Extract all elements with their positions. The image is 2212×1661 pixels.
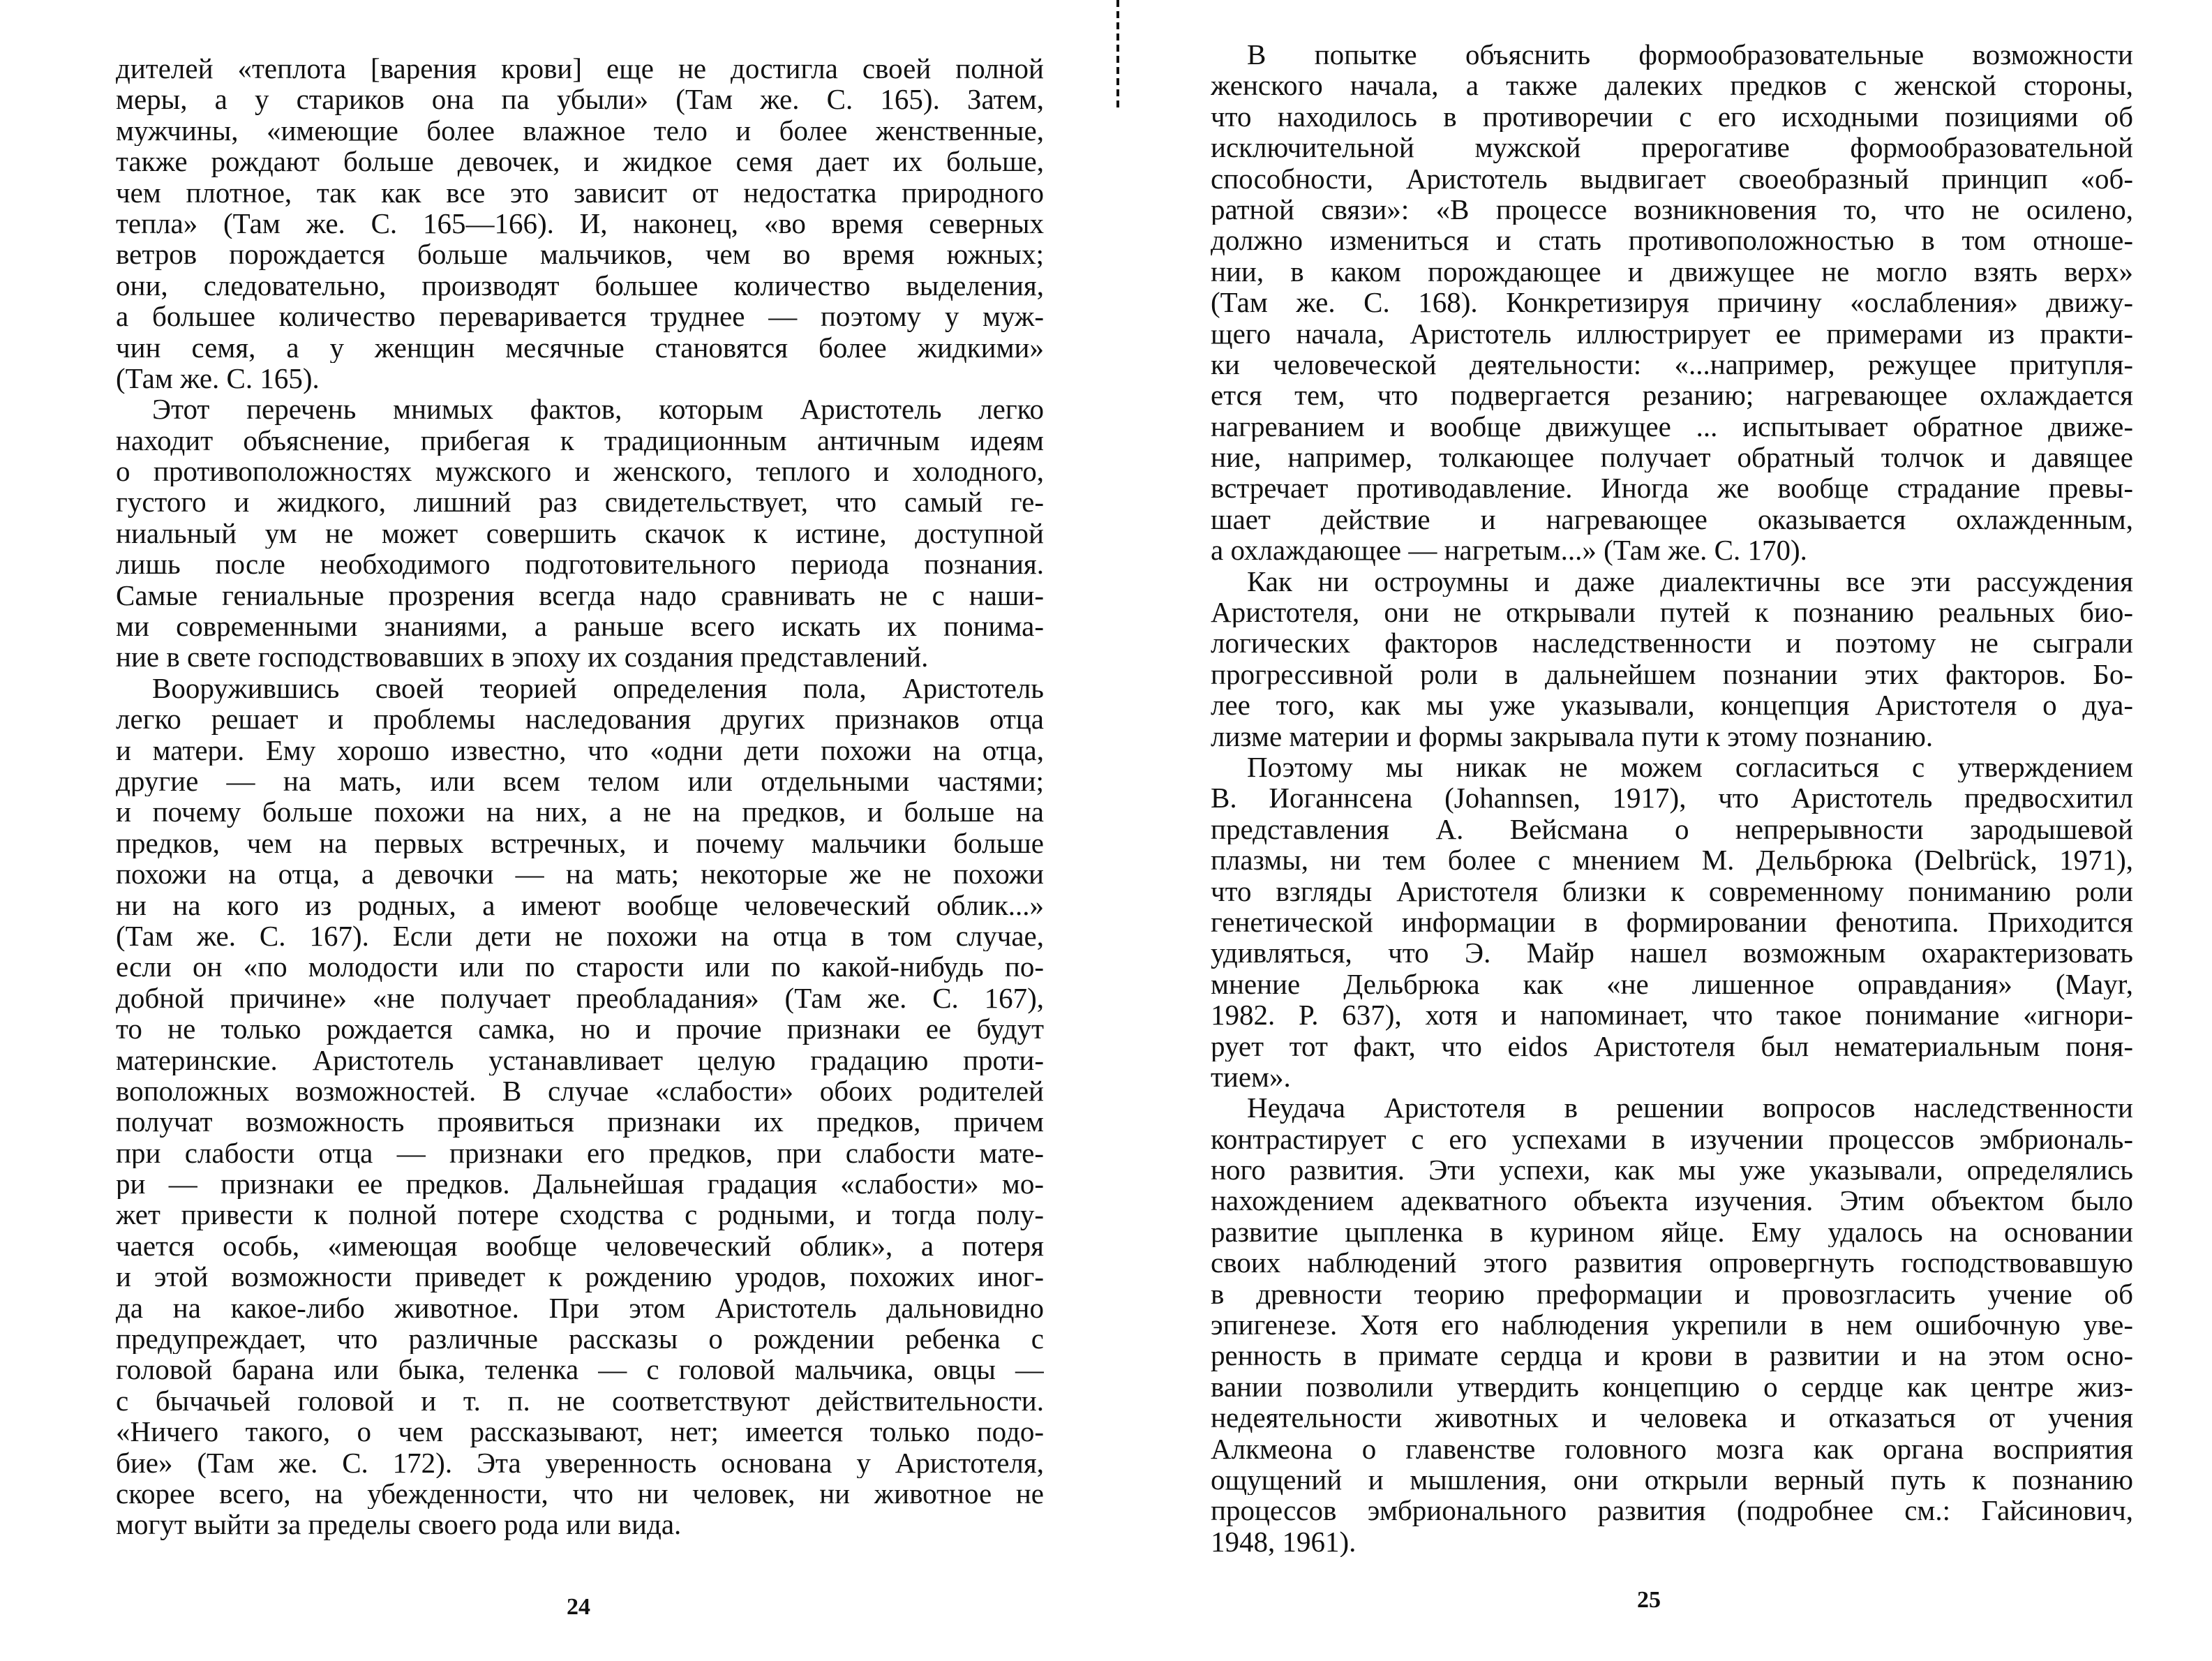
text-line: лизме материи и формы закрывала пути к этому познанию. <box>1211 720 1934 752</box>
text-line: развитие цыпленка в курином яйце. Ему удалось на основании <box>1211 1216 2133 1248</box>
text-line: ри — признаки ее предков. Дальнейшая градация «слабости» мо- <box>116 1168 1044 1200</box>
text-line: представления А. Вейсмана о непрерывности зародышевой <box>1211 813 2133 845</box>
text-line: женского начала, а также далеких предков с женской стороны, <box>1211 70 2133 101</box>
paragraph <box>116 673 1044 1540</box>
text-line: Поэтому мы никак не можем согласиться с утверждением <box>1247 751 2133 783</box>
text-line: удивляться, что Э. Майр нашел возможным охарактеризовать <box>1211 937 2133 969</box>
text-line: рует тот факт, что eidos Аристотеля был нематериальным поня- <box>1211 1030 2133 1062</box>
text-line: чается особь, «имеющая вообще человеческий облик», а потеря <box>116 1230 1044 1262</box>
text-line: дителей «теплота [варения крови] еще не достигла своей полной <box>116 53 1044 84</box>
text-line: предков, чем на первых встречных, и почему мальчики больше <box>116 827 1044 859</box>
text-line: прогрессивной роли в дальнейшем познании этих факторов. Бо- <box>1211 658 2133 690</box>
text-line: тием». <box>1211 1061 1291 1093</box>
text-line: контрастирует с его успехами в изучении процессов эмбриональ- <box>1211 1123 2133 1155</box>
text-line: встречает противодавление. Иногда же вообще страдание превы- <box>1211 472 2133 504</box>
text-line: получат возможность проявиться признаки их предков, причем <box>116 1106 1044 1138</box>
text-line: с бычачьей головой и т. п. не соответствуют действительности. <box>116 1385 1044 1417</box>
text-line: Вооружившись своей теорией определения пола, Аристотель <box>152 672 1044 704</box>
text-line: плазмы, ни тем более с мнением М. Дельбрюка (Delbrück, 1971), <box>1211 844 2133 876</box>
text-line: то не только рождается самка, но и прочие признаки ее будут <box>116 1013 1044 1045</box>
text-line: также рождают больше девочек, и жидкое семя дает их больше, <box>116 146 1044 177</box>
paragraph <box>116 53 1044 394</box>
text-line: ного развития. Эти успехи, как мы уже указывали, определялись <box>1211 1154 2133 1186</box>
text-line: похожи на отца, а девочки — на мать; некоторые же не похожи <box>116 858 1044 890</box>
text-line: щего начала, Аристотель иллюстрирует ее примерами из практи- <box>1211 318 2133 349</box>
text-line: в древности теорию преформации и провозгласить учение об <box>1211 1278 2133 1310</box>
text-line: логических факторов наследственности и поэтому не сыграли <box>1211 627 2133 659</box>
text-line: чем плотное, так как все это зависит от недостатка природного <box>116 177 1044 208</box>
text-line: а охлаждающее — нагретым...» (Там же. С. 170). <box>1211 535 1807 566</box>
right-page-text <box>1211 39 2133 1557</box>
paragraph <box>1211 1092 2133 1557</box>
text-line: лишь после необходимого подготовительного периода познания. <box>116 549 1044 580</box>
text-line: чин семя, а у женщин месячные становятся более жидкими» <box>116 332 1044 363</box>
text-line: Самые гениальные прозрения всегда надо сравнивать не с наши- <box>116 579 1044 611</box>
text-line: материнские. Аристотель устанавливает целую градацию проти- <box>116 1044 1044 1075</box>
text-line: Этот перечень мнимых фактов, которым Аристотель легко <box>152 394 1044 425</box>
text-line: и этой возможности приведет к рождению уродов, похожих иног- <box>116 1261 1044 1293</box>
text-line: своих наблюдений этого развития опровергнуть господствовавшую <box>1211 1247 2133 1279</box>
text-line: другие — на мать, или всем телом или отдельными частями; <box>116 765 1044 797</box>
text-line: предупреждает, что различные рассказы о рождении ребенка с <box>116 1323 1044 1355</box>
text-line: нахождением адекватного объекта изучения. Этим объектом было <box>1211 1185 2133 1216</box>
text-line: способности, Аристотель выдвигает своеобразный принцип «об- <box>1211 163 2133 194</box>
text-line: (Там же. С. 165). <box>116 362 320 394</box>
right-page-number: 25 <box>1637 1587 1661 1613</box>
paragraph <box>1211 39 2133 566</box>
text-line: мужчины, «имеющие более влажное тело и более женственные, <box>116 114 1044 147</box>
text-line: ние, например, толкающее получает обратный толчок и давящее <box>1211 442 2133 473</box>
text-line: (Там же. С. 167). Если дети не похожи на отца в том случае, <box>116 920 1044 952</box>
text-line: вании позволили утвердить концепцию о сердце как центре жиз- <box>1211 1371 2133 1403</box>
text-line: и почему больше похожи на них, а не на предков, и больше на <box>116 796 1044 828</box>
text-line: воположных возможностей. В случае «слабости» обоих родителей <box>116 1075 1044 1107</box>
text-line: легко решает и проблемы наследования других признаков отца <box>116 703 1044 735</box>
text-line: они, следовательно, производят большее количество выделения, <box>116 269 1044 301</box>
text-line: «Ничего такого, о чем рассказывают, нет; имеется только подо- <box>116 1416 1044 1447</box>
binding-gutter-marks <box>1116 0 1144 119</box>
gutter-rule <box>1116 0 1119 112</box>
text-line: а большее количество переваривается труднее — поэтому у муж- <box>116 301 1044 332</box>
left-page-text <box>116 53 1044 1540</box>
text-line: ется тем, что подвергается резанию; нагревающее охлаждается <box>1211 380 2133 411</box>
text-line: если он «по молодости или по старости или по какой-нибудь по- <box>116 951 1044 983</box>
text-line: 1948, 1961). <box>1211 1526 1357 1558</box>
text-line: В попытке объяснить формообразовательные возможности <box>1247 39 2133 70</box>
paragraph <box>1211 752 2133 1092</box>
text-line: могут выйти за пределы своего рода или вида. <box>116 1509 682 1540</box>
text-line: ратной связи»: «В процессе возникновения то, что не осилено, <box>1211 193 2133 225</box>
text-line: да на какое-либо животное. При этом Аристотель дальновидно <box>116 1292 1044 1324</box>
text-line: о противоположностях мужского и женского, теплого и холодного, <box>116 456 1044 487</box>
text-line: при слабости отца — признаки его предков, при слабости мате- <box>116 1137 1044 1169</box>
text-line: Как ни остроумны и даже диалектичны все эти рассуждения <box>1247 565 2133 597</box>
text-line: и матери. Ему хорошо известно, что «одни дети похожи на отца, <box>116 734 1044 766</box>
text-line: жет привести к полной потере сходства с родными, и тогда полу- <box>116 1199 1044 1230</box>
text-line: ми современными знаниями, а раньше всего искать их понима- <box>116 611 1044 642</box>
text-line: исключительной мужской прерогативе формообразовательной <box>1211 132 2133 163</box>
text-line: шает действие и нагревающее оказывается охлажденным, <box>1211 503 2133 535</box>
text-line: что находилось в противоречии с его исходными позициями об <box>1211 100 2133 133</box>
text-line: В. Иоганнсена (Johannsen, 1917), что Аристотель предвосхитил <box>1211 782 2133 814</box>
text-line: что взгляды Аристотеля близки к современному пониманию роли <box>1211 875 2133 907</box>
text-line: процессов эмбрионального развития (подробнее см.: Гайсинович, <box>1211 1495 2133 1526</box>
text-line: Аристотеля, они не открывали путей к познанию реальных био- <box>1211 597 2133 628</box>
text-line: Алкмеона о главенстве головного мозга как органа восприятия <box>1211 1433 2133 1464</box>
text-line: нии, в каком порождающее и движущее не могло взять верх» <box>1211 255 2133 288</box>
left-page-number: 24 <box>567 1594 590 1620</box>
text-line: ки человеческой деятельности: «...например, режущее притупля- <box>1211 348 2133 380</box>
text-line: находит объяснение, прибегая к традиционным античным идеям <box>116 424 1044 456</box>
text-line: ощущений и мышления, они открыли верный путь к познанию <box>1211 1463 2133 1496</box>
text-line: ние в свете господствовавших в эпоху их создания представлений. <box>116 641 929 673</box>
text-line: ренность в примате сердца и крови в развитии и на этом осно- <box>1211 1340 2133 1371</box>
paragraph <box>1211 566 2133 752</box>
text-line: 1982. P. 637), хотя и напоминает, что такое понимание «игнори- <box>1211 999 2133 1031</box>
text-line: ниальный ум не может совершить скачок к истине, доступной <box>116 517 1044 549</box>
text-line: (Там же. С. 168). Конкретизируя причину «ослабления» движу- <box>1211 287 2133 318</box>
text-line: тепла» (Там же. С. 165—166). И, наконец, «во время северных <box>116 207 1044 239</box>
text-line: головой барана или быка, теленка — с головой мальчика, овцы — <box>116 1354 1044 1385</box>
text-line: генетической информации в формировании фенотипа. Приходится <box>1211 906 2133 938</box>
text-line: меры, а у стариков она па убыли» (Там же. С. 165). Затем, <box>116 84 1044 115</box>
text-line: мнение Дельбрюка как «не лишенное оправдания» (Mayr, <box>1211 968 2133 1000</box>
text-line: эпигенезе. Хотя его наблюдения укрепили в нем ошибочную уве- <box>1211 1309 2133 1341</box>
paragraph <box>116 394 1044 673</box>
text-line: должно измениться и стать противоположностью в том отноше- <box>1211 225 2133 256</box>
text-line: лее того, как мы уже указывали, концепция Аристотеля о дуа- <box>1211 690 2133 721</box>
text-line: ветров порождается больше мальчиков, чем во время южных; <box>116 239 1044 270</box>
text-line: недеятельности животных и человека и отказаться от учения <box>1211 1402 2133 1433</box>
text-line: ни на кого из родных, а имеют вообще человеческий облик...» <box>116 889 1044 921</box>
text-line: добной причине» «не получает преобладания» (Там же. С. 167), <box>116 982 1044 1014</box>
text-line: скорее всего, на убежденности, что ни человек, ни животное не <box>116 1477 1044 1510</box>
text-line: густого и жидкого, лишний раз свидетельствует, что самый ге- <box>116 486 1044 518</box>
text-line: нагреванием и вообще движущее ... испытывает обратное движе- <box>1211 410 2133 442</box>
text-line: бие» (Там же. С. 172). Эта уверенность основана у Аристотеля, <box>116 1447 1044 1478</box>
text-line: Неудача Аристотеля в решении вопросов наследственности <box>1247 1092 2133 1124</box>
